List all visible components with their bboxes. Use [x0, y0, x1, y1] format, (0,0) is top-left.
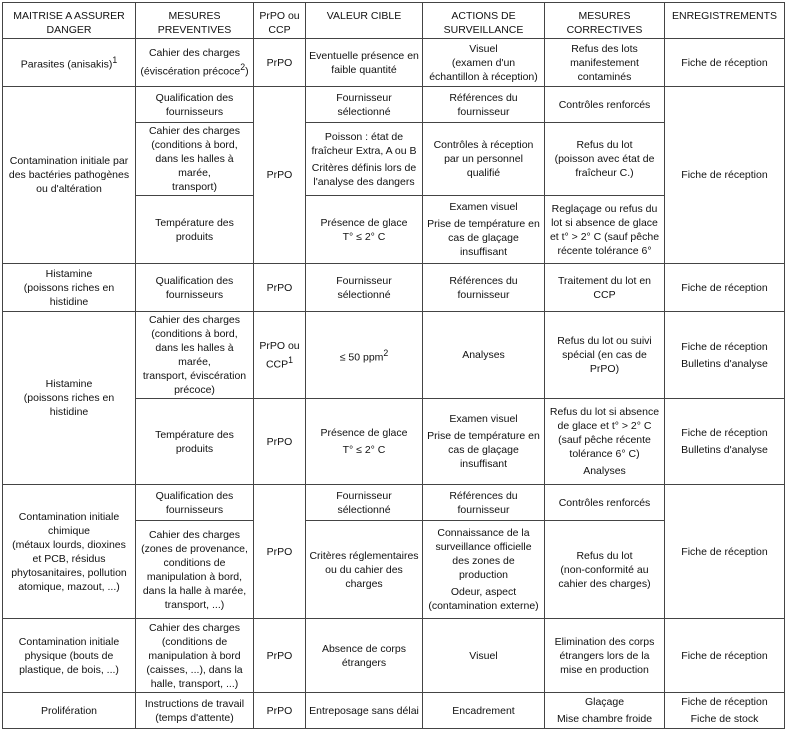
- valeur-cell: Critères réglementaires ou du cahier des charges: [306, 521, 423, 619]
- correctives-cell: Refus du lot ou suivi spécial (en cas de PrPO): [545, 312, 665, 399]
- correctives-cell: Elimination des corps étrangers lors de la mise en production: [545, 619, 665, 693]
- correctives-cell: Refus du lot si absence de glace et t° > 2° C (sauf pêche récente tolérance 6° C) Analyses: [545, 399, 665, 485]
- prpo-cell: PrPO: [254, 619, 306, 693]
- prpo-cell: PrPO: [254, 87, 306, 264]
- enreg-cell: Fiche de réception: [665, 619, 785, 693]
- mesure-cell: Qualification des fournisseurs: [136, 264, 254, 312]
- actions-cell: Références du fournisseur: [423, 264, 545, 312]
- valeur-cell: Fournisseur sélectionné: [306, 264, 423, 312]
- header-valeur: VALEUR CIBLE: [306, 3, 423, 39]
- valeur-cell: Présence de glace T° ≤ 2° C: [306, 196, 423, 264]
- enreg-cell: Fiche de réception Fiche de stock: [665, 693, 785, 729]
- correctives-cell: Refus du lot (poisson avec état de fraîcheur C.): [545, 123, 665, 196]
- danger-cell: Parasites (anisakis)$^1$: [3, 39, 136, 87]
- prpo-cell: PrPO: [254, 693, 306, 729]
- actions-cell: Examen visuel Prise de température en cas de glaçage insuffisant: [423, 196, 545, 264]
- prpo-cell: PrPO ou CCP$^1$: [254, 312, 306, 399]
- correctives-cell: Reglaçage ou refus du lot si absence de glace et t° > 2° C (sauf pêche récente tolérance 6°: [545, 196, 665, 264]
- mesure-cell: Cahier des charges (éviscération précoce$^2$): [136, 39, 254, 87]
- haccp-table: [2, 2, 785, 729]
- valeur-cell: Poisson : état de fraîcheur Extra, A ou B Critères définis lors de l'analyse des dangers: [306, 123, 423, 196]
- actions-cell: Examen visuel Prise de température en cas de glaçage insuffisant: [423, 399, 545, 485]
- header-correctives: MESURES CORRECTIVES: [545, 3, 665, 39]
- actions-cell: Contrôles à réception par un personnel qualifié: [423, 123, 545, 196]
- enreg-cell: Fiche de réception: [665, 39, 785, 87]
- enreg-cell: Fiche de réception Bulletins d'analyse: [665, 399, 785, 485]
- danger-cell: Contamination initiale chimique (métaux lourds, dioxines et PCB, résidus phytosanitaires, pollution atomique, mazout, ...): [3, 485, 136, 619]
- valeur-cell: Fournisseur sélectionné: [306, 485, 423, 521]
- enreg-cell: Fiche de réception: [665, 264, 785, 312]
- enreg-cell: Fiche de réception: [665, 485, 785, 619]
- mesure-cell: Température des produits: [136, 196, 254, 264]
- actions-cell: Références du fournisseur: [423, 87, 545, 123]
- header-prpo: PrPO ou CCP: [254, 3, 306, 39]
- correctives-cell: Glaçage Mise chambre froide: [545, 693, 665, 729]
- valeur-cell: Fournisseur sélectionné: [306, 87, 423, 123]
- prpo-cell: PrPO: [254, 264, 306, 312]
- header-row: [3, 3, 785, 39]
- actions-cell: Connaissance de la surveillance officielle des zones de production Odeur, aspect (contamination externe): [423, 521, 545, 619]
- danger-cell: Contamination initiale par des bactéries pathogènes ou d'altération: [3, 87, 136, 264]
- mesure-cell: Cahier des charges (conditions à bord, dans les halles à marée, transport): [136, 123, 254, 196]
- valeur-cell: Eventuelle présence en faible quantité: [306, 39, 423, 87]
- actions-cell: Encadrement: [423, 693, 545, 729]
- correctives-cell: Contrôles renforcés: [545, 87, 665, 123]
- table-row: [3, 39, 785, 87]
- danger-cell: Prolifération: [3, 693, 136, 729]
- correctives-cell: Contrôles renforcés: [545, 485, 665, 521]
- valeur-cell: ≤ 50 ppm$^2$: [306, 312, 423, 399]
- mesure-cell: Cahier des charges (zones de provenance, conditions de manipulation à bord, dans la halle à marée, transport, ...): [136, 521, 254, 619]
- header-mesures: MESURES PREVENTIVES: [136, 3, 254, 39]
- table-row: [3, 485, 785, 521]
- danger-cell: Histamine (poissons riches en histidine: [3, 264, 136, 312]
- mesure-cell: Cahier des charges (conditions à bord, dans les halles à marée, transport, éviscération précoce): [136, 312, 254, 399]
- table-row: [3, 693, 785, 729]
- prpo-cell: PrPO: [254, 399, 306, 485]
- valeur-cell: Entreposage sans délai: [306, 693, 423, 729]
- danger-cell: Histamine (poissons riches en histidine: [3, 312, 136, 485]
- header-enregistrements: ENREGISTREMENTS: [665, 3, 785, 39]
- mesure-cell: Cahier des charges (conditions de manipulation à bord (caisses, ...), dans la halle, transport, ...): [136, 619, 254, 693]
- enreg-cell: Fiche de réception Bulletins d'analyse: [665, 312, 785, 399]
- danger-cell: Contamination initiale physique (bouts de plastique, de bois, ...): [3, 619, 136, 693]
- enreg-cell: Fiche de réception: [665, 87, 785, 264]
- actions-cell: Visuel: [423, 619, 545, 693]
- mesure-cell: Instructions de travail (temps d'attente): [136, 693, 254, 729]
- mesure-cell: Qualification des fournisseurs: [136, 87, 254, 123]
- actions-cell: Visuel (examen d'un échantillon à réception): [423, 39, 545, 87]
- table-row: [3, 312, 785, 399]
- correctives-cell: Traitement du lot en CCP: [545, 264, 665, 312]
- actions-cell: Analyses: [423, 312, 545, 399]
- mesure-cell: Qualification des fournisseurs: [136, 485, 254, 521]
- header-danger: MAITRISE A ASSURER DANGER: [3, 3, 136, 39]
- actions-cell: Références du fournisseur: [423, 485, 545, 521]
- header-actions: ACTIONS DE SURVEILLANCE: [423, 3, 545, 39]
- valeur-cell: Absence de corps étrangers: [306, 619, 423, 693]
- table-row: [3, 87, 785, 123]
- table-row: [3, 264, 785, 312]
- correctives-cell: Refus du lot (non-conformité au cahier des charges): [545, 521, 665, 619]
- valeur-cell: Présence de glace T° ≤ 2° C: [306, 399, 423, 485]
- correctives-cell: Refus des lots manifestement contaminés: [545, 39, 665, 87]
- prpo-cell: PrPO: [254, 39, 306, 87]
- mesure-cell: Température des produits: [136, 399, 254, 485]
- prpo-cell: PrPO: [254, 485, 306, 619]
- table-row: [3, 619, 785, 693]
